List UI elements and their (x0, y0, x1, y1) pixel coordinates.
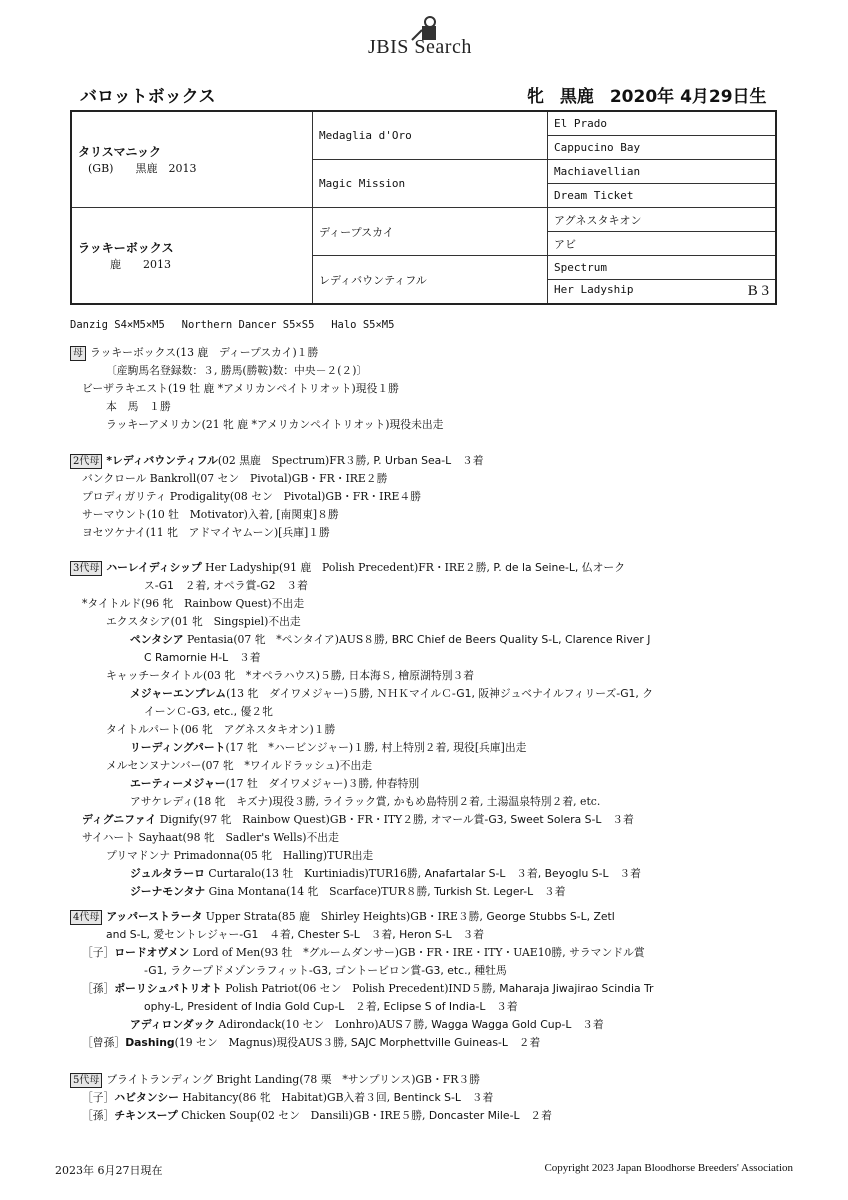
race-record: BRC Chief de Beers Quality S-L, Clarence River J (391, 633, 651, 646)
section-line (70, 883, 653, 901)
race-record: オマール賞-G3, Sweet Solera S-L ３着 (430, 813, 634, 826)
race-record: Turkish St. Leger-L ３着 (434, 885, 566, 898)
section-line (70, 847, 653, 865)
record-text: Dignify(97 牝 Rainbow Quest)GB・FR・ITY２勝, (156, 813, 431, 826)
section-line (70, 613, 653, 631)
g3-1: El Prado (548, 111, 777, 136)
section-2 (70, 452, 484, 542)
section-line (70, 559, 653, 577)
section-line (70, 577, 653, 595)
section-line (70, 908, 653, 926)
record-text: Chicken Soup(02 セン Dansili)GB・IRE５勝, (177, 1109, 429, 1122)
notable-horse: ポーリシュパトリオト (114, 982, 222, 995)
record-text: タイトルパート(06 牝 アグネスタキオン)１勝 (106, 723, 336, 736)
section-line (70, 1034, 653, 1052)
notable-horse: ロードオヴメン (114, 946, 190, 959)
section-line (70, 775, 653, 793)
family-number: B 3 (747, 283, 769, 299)
notable-horse: Dashing (125, 1036, 175, 1049)
relation-label: ［子］ (82, 1091, 115, 1104)
jbis-logo (368, 14, 498, 58)
section-line (70, 1071, 552, 1089)
notable-horse: ハーレイディシップ (106, 561, 202, 574)
sire-sire: Medaglia d'Oro (313, 111, 548, 160)
section-1 (70, 344, 443, 434)
sire-info: (GB) 黒鹿 2013 (88, 162, 197, 175)
notable-horse: ペンタシア (130, 633, 184, 646)
section-line (70, 506, 484, 524)
record-text: Pentasia(07 牝 *ペンタイア)AUS８勝, (183, 633, 392, 646)
notable-horse: ジュルタラーロ (130, 867, 205, 880)
section-tag: 2代母 (70, 454, 102, 469)
title-row (80, 82, 778, 108)
section-line (70, 524, 484, 542)
section-line (70, 926, 653, 944)
pedigree-table (70, 110, 777, 305)
sire-name: タリスマニック (78, 145, 162, 159)
section-line (70, 631, 653, 649)
record-text: ビーザラキエスト(19 牡 鹿 *アメリカンペイトリオット)現役１勝 (82, 382, 399, 395)
relation-label: ［子］ (82, 946, 115, 959)
relation-label: ［孫］ (82, 1109, 115, 1122)
record-text: Polish Patriot(06 セン Polish Precedent)IND５勝, (221, 982, 500, 995)
section-line (70, 380, 443, 398)
notable-horse: チキンスープ (114, 1109, 178, 1122)
race-record: SAJC Morphettville Guineas-L ２着 (350, 1036, 541, 1049)
horse-info (527, 82, 777, 107)
section-line (70, 865, 653, 883)
record-text: Habitancy(86 牝 Habitat)GB入着３回, (178, 1091, 394, 1104)
section-line (70, 721, 653, 739)
section-tag: 3代母 (70, 561, 102, 576)
horse-birth: 2020年 4月29日生 (609, 87, 767, 107)
section-tag: 5代母 (70, 1073, 102, 1088)
section-line (70, 1089, 552, 1107)
horse-name: バロットボックス (80, 87, 216, 107)
g3-3: Machiavellian (548, 160, 777, 184)
notable-horse: ハビタンシー (114, 1091, 179, 1104)
record-text: Her Ladyship(91 鹿 Polish Precedent)FR・IRE２勝, (201, 561, 494, 574)
section-line (70, 739, 653, 757)
record-text: Adirondack(10 セン Lonhro)AUS７勝, (215, 1018, 432, 1031)
g3-4: Dream Ticket (548, 184, 777, 208)
dam-cell (71, 208, 313, 305)
section-4 (70, 908, 653, 1052)
race-record: イーンＣ-G3, etc., 優２牝 (144, 705, 273, 718)
record-text: *タイトルド(96 牝 Rainbow Quest)不出走 (82, 597, 305, 610)
race-record: and S-L, 愛セントレジャー-G1 ４着, Chester S-L ３着, Heron S-L ３着 (106, 928, 485, 941)
race-record: -G1, ラクープドメゾンラフィット-G3, ゴントービロン賞-G3, etc., 種牡馬 (144, 964, 507, 977)
race-record: P. de la Seine-L, 仏オーク (493, 561, 625, 574)
record-text: 〔産駒馬名登録数：３, 勝馬(勝鞍)数：中央－２(２)〕 (106, 364, 368, 377)
record-text: キャッチータイトル(03 牝 *オペラハウス)５勝, 日本海Ｓ, 檜原湖特別３着 (106, 669, 475, 682)
section-line (70, 998, 653, 1016)
footer-date: 2023年 6月27日現在 (55, 1164, 163, 1177)
record-text: プロディガリティ Prodigality(08 セン Pivotal)GB・FR・IRE４勝 (82, 490, 422, 503)
record-text: (02 黒鹿 Spectrum)FR３勝, (217, 454, 374, 467)
race-record: ＮＨＫマイルＣ-G1, 阪神ジュベナイルフィリーズ-G1, ク (376, 687, 654, 700)
notable-horse: *レディバウンティフル (106, 454, 218, 467)
record-text: ラッキーアメリカン(21 牝 鹿 *アメリカンペイトリオット)現役未出走 (106, 418, 444, 431)
section-line (70, 667, 653, 685)
section-line (70, 488, 484, 506)
notable-horse: リーディングパート (130, 741, 226, 754)
footer-copyright: Copyright 2023 Japan Bloodhorse Breeders' Association (544, 1162, 793, 1174)
race-record: サラマンドル賞 (569, 946, 645, 959)
dam-dam: レディバウンティフル (313, 256, 548, 305)
section-line (70, 344, 443, 362)
horse-sex: 牝 (527, 87, 544, 107)
g3-7: Spectrum (548, 256, 777, 280)
record-text: Lord of Men(93 牡 *グルームダンサー)GB・FR・IRE・ITY・UAE10勝, (189, 946, 570, 959)
g3-6: アビ (548, 232, 777, 256)
notable-horse: ジーナモンタナ (130, 885, 206, 898)
dam-sire: ディープスカイ (313, 208, 548, 256)
notable-horse: ディグニファイ (82, 813, 157, 826)
race-record: Maharaja Jiwajirao Scindia Tr (499, 982, 654, 995)
section-line (70, 980, 653, 998)
section-tag: 4代母 (70, 910, 102, 925)
section-line (70, 685, 653, 703)
race-record: Wagga Wagga Gold Cup-L ３着 (431, 1018, 604, 1031)
record-text: サイハート Sayhaat(98 牝 Sadler's Wells)不出走 (82, 831, 339, 844)
section-line (70, 649, 653, 667)
record-text: バンクロール Bankroll(07 セン Pivotal)GB・FR・IRE２勝 (82, 472, 388, 485)
notable-horse: アディロンダック (130, 1018, 216, 1031)
record-text: ヨセツケナイ(11 牝 アドマイヤムーン)[兵庫]１勝 (82, 526, 330, 539)
record-text: ブライトランディング Bright Landing(78 栗 *サンプリンス)GB・FR３勝 (106, 1073, 480, 1086)
race-record: P. Urban Sea-L ３着 (373, 454, 484, 467)
sire-dam: Magic Mission (313, 160, 548, 208)
section-line (70, 362, 443, 380)
record-text: アサケレディ(18 牝 キズナ)現役３勝, ライラック賞, かもめ島特別２着, 土湯温泉特別２着, etc. (130, 795, 601, 808)
section-line (70, 595, 653, 613)
race-record: ophy-L, President of India Gold Cup-L ２着, Eclipse S of India-L ３着 (144, 1000, 518, 1013)
section-line (70, 452, 484, 470)
horse-color: 黒鹿 (559, 87, 594, 107)
record-text: ラッキーボックス(13 鹿 ディープスカイ)１勝 (90, 346, 319, 359)
inbreeding-line: Danzig S4×M5×M5 Northern Dancer S5×S5 Halo S5×M5 (70, 319, 395, 331)
notable-horse: エーティーメジャー (130, 777, 226, 790)
record-text: サーマウント(10 牡 Motivator)入着, [南関東]８勝 (82, 508, 339, 521)
record-text: (17 牡 ダイワメジャー)３勝, 仲春特別 (225, 777, 420, 790)
section-line (70, 757, 653, 775)
race-record: Anafartalar S-L ３着, Beyoglu S-L ３着 (424, 867, 641, 880)
record-text: Upper Strata(85 鹿 Shirley Heights)GB・IRE３勝, (202, 910, 487, 923)
relation-label: ［曾孫］ (82, 1036, 126, 1049)
notable-horse: メジャーエンブレム (130, 687, 227, 700)
record-text: プリマドンナ Primadonna(05 牝 Halling)TUR出走 (106, 849, 374, 862)
race-record: C Ramornie H-L ３着 (144, 651, 261, 664)
g3-2: Cappucino Bay (548, 136, 777, 160)
record-text: メルセンヌナンバー(07 牝 *ワイルドラッシュ)不出走 (106, 759, 373, 772)
dam-info: 鹿 2013 (88, 258, 171, 271)
race-record: Bentinck S-L ３着 (393, 1091, 494, 1104)
sire-cell (71, 111, 313, 208)
g3-8 (548, 280, 777, 305)
record-text: (17 牝 *ハービンジャー)１勝, 村上特別２着, 現役[兵庫]出走 (225, 741, 527, 754)
section-line (70, 470, 484, 488)
section-tag: 母 (70, 346, 86, 361)
section-5 (70, 1071, 552, 1125)
g3-8-name: Her Ladyship (554, 283, 634, 296)
section-line (70, 398, 443, 416)
race-record: George Stubbs S-L, Zetl (486, 910, 615, 923)
race-record: Doncaster Mile-L ２着 (428, 1109, 552, 1122)
section-line (70, 829, 653, 847)
section-line (70, 811, 653, 829)
record-text: エクスタシア(01 牝 Singspiel)不出走 (106, 615, 301, 628)
g3-5: アグネスタキオン (548, 208, 777, 232)
notable-horse: アッパーストラータ (106, 910, 203, 923)
record-text: Gina Montana(14 牝 Scarface)TUR８勝, (205, 885, 435, 898)
dam-name: ラッキーボックス (78, 241, 174, 255)
section-line (70, 793, 653, 811)
record-text: 本 馬 １勝 (106, 400, 171, 413)
logo-text: JBIS Search (368, 36, 472, 58)
section-line (70, 703, 653, 721)
record-text: Curtaralo(13 牡 Kurtiniadis)TUR16勝, (204, 867, 425, 880)
section-line (70, 962, 653, 980)
section-line (70, 416, 443, 434)
record-text: (19 セン Magnus)現役AUS３勝, (174, 1036, 351, 1049)
section-line (70, 1016, 653, 1034)
section-line (70, 1107, 552, 1125)
record-text: (13 牝 ダイワメジャー)５勝, (226, 687, 377, 700)
section-line (70, 944, 653, 962)
race-record: ス-G1 ２着, オペラ賞-G2 ３着 (144, 579, 308, 592)
relation-label: ［孫］ (82, 982, 115, 995)
section-3 (70, 559, 653, 901)
